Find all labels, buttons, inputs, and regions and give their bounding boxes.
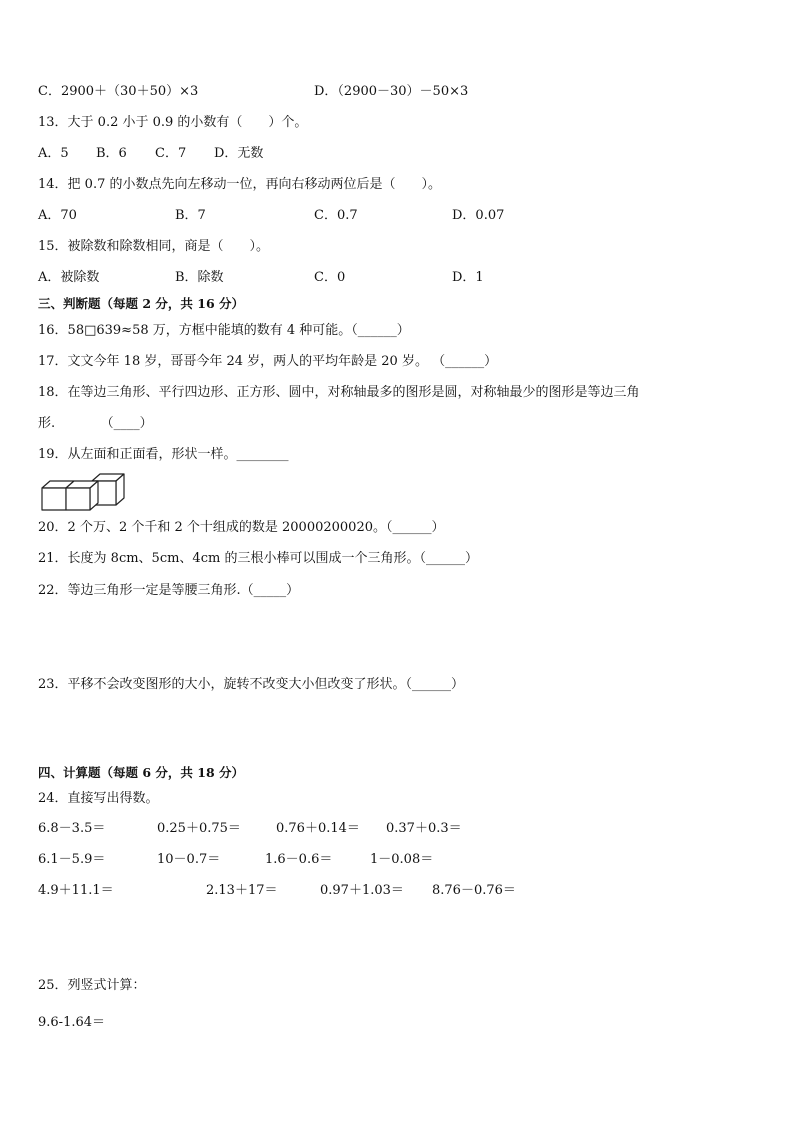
q15-option-c: C．0 (314, 270, 346, 285)
q24-r2-c2: 10－0.7＝ (157, 852, 221, 867)
q14-option-a: A．70 (38, 208, 77, 223)
q13-option-d: D．无数 (214, 146, 264, 161)
q13-option-a: A．5 (38, 146, 69, 161)
q20: 20．2 个万、2 个千和 2 个十组成的数是 20000200020。（______） (38, 520, 445, 535)
q24-r2-c4: 1－0.08＝ (370, 852, 434, 867)
q23: 23．平移不会改变图形的大小，旋转不改变大小但改变了形状。（______） (38, 677, 465, 692)
q15-option-b: B．除数 (175, 270, 224, 285)
q24-r3-c3: 0.97＋1.03＝ (320, 883, 404, 898)
cube-left-front (42, 488, 66, 510)
q25-stem: 25．列竖式计算： (38, 978, 146, 993)
q14-option-c: C．0.7 (314, 208, 358, 223)
q24-r1-c4: 0.37＋0.3＝ (386, 821, 462, 836)
q19: 19．从左面和正面看，形状一样。________ (38, 447, 289, 462)
q25-expression: 9.6-1.64＝ (38, 1015, 106, 1030)
q24-r2-c1: 6.1－5.9＝ (38, 852, 106, 867)
q14-option-b: B．7 (175, 208, 206, 223)
q24-r2-c3: 1.6－0.6＝ (265, 852, 333, 867)
q16: 16．58□639≈58 万，方框中能填的数有 4 种可能。（______） (38, 323, 410, 338)
q24-r1-c3: 0.76＋0.14＝ (276, 821, 360, 836)
q14-stem: 14．把 0.7 的小数点先向左移动一位，再向右移动两位后是（ ）。 (38, 177, 441, 192)
q24-r1-c1: 6.8－3.5＝ (38, 821, 106, 836)
q24-r3-c1: 4.9＋11.1＝ (38, 883, 114, 898)
q12-option-d: D．（2900－30）－50×3 (314, 84, 469, 99)
q21: 21．长度为 8cm、5cm、4cm 的三根小棒可以围成一个三角形。（______） (38, 551, 478, 566)
q24-stem: 24．直接写出得数。 (38, 791, 159, 806)
q15-option-d: D．1 (452, 270, 484, 285)
q13-option-c: C．7 (155, 146, 187, 161)
q24-r3-c2: 2.13＋17＝ (206, 883, 278, 898)
q14-option-d: D．0.07 (452, 208, 505, 223)
q15-stem: 15．被除数和除数相同，商是（ ）。 (38, 239, 270, 254)
cubes-figure (40, 472, 130, 512)
q17: 17．文文今年 18 岁，哥哥今年 24 岁，两人的平均年龄是 20 岁。 （______） (38, 354, 498, 369)
q24-r1-c2: 0.25＋0.75＝ (157, 821, 241, 836)
q12-option-c: C．2900＋（30＋50）×3 (38, 84, 199, 99)
q13-stem: 13．大于 0.2 小于 0.9 的小数有（ ）个。 (38, 115, 308, 130)
q22: 22．等边三角形一定是等腰三角形.（_____） (38, 583, 300, 598)
q18-line-2: 形. （____） (38, 416, 153, 431)
cube-mid-front (66, 488, 90, 510)
q13-option-b: B．6 (96, 146, 127, 161)
q18-line-1: 18．在等边三角形、平行四边形、正方形、圆中，对称轴最多的图形是圆，对称轴最少的图形是等边三角 (38, 385, 640, 400)
section-4-title: 四、计算题（每题 6 分，共 18 分） (38, 765, 245, 780)
q15-option-a: A．被除数 (38, 270, 100, 285)
q24-r3-c4: 8.76－0.76＝ (432, 883, 516, 898)
section-3-title: 三、判断题（每题 2 分，共 16 分） (38, 296, 245, 311)
